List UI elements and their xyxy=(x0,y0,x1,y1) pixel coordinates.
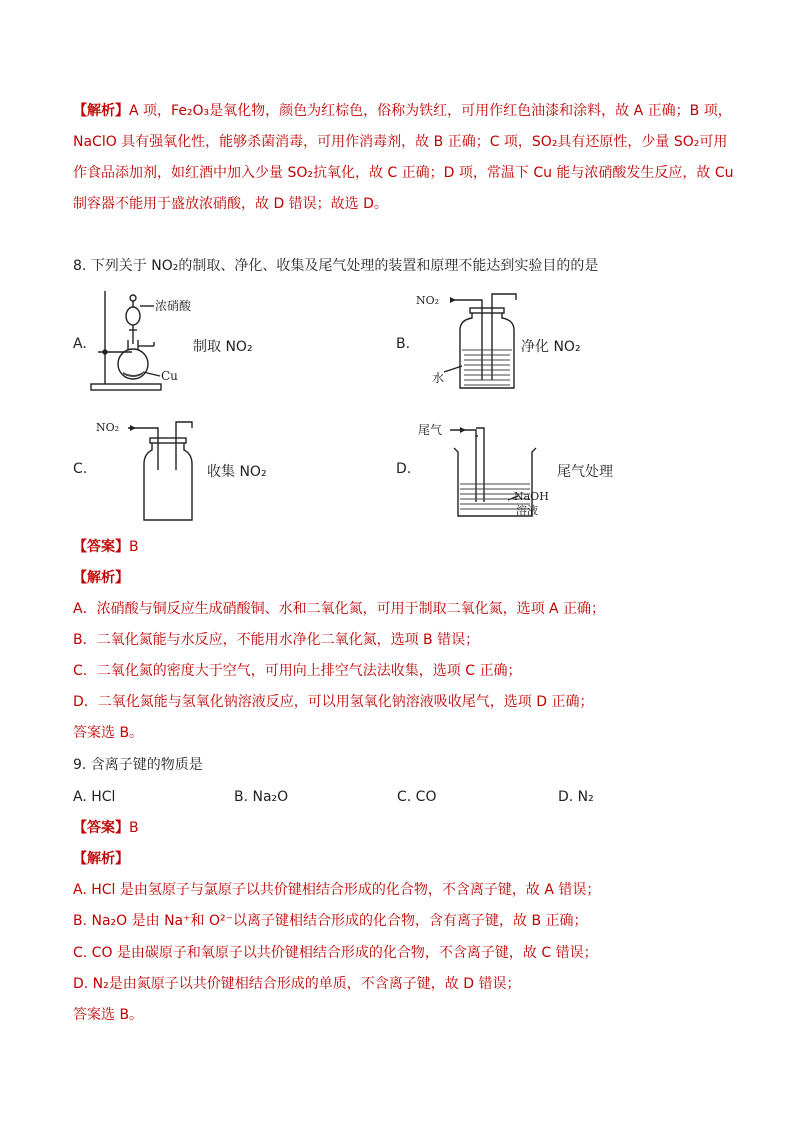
q8-option-c-caption: 收集 NO₂ xyxy=(207,464,267,480)
q9-conclusion: 答案选 B。 xyxy=(73,1007,144,1023)
q9-option-d: D. N₂ xyxy=(558,789,594,805)
analysis7-line2: NaClO 具有强氧化性，能够杀菌消毒，可用作消毒剂，故 B 正确；C 项，SO₂具有还原性，少量 SO₂可用 xyxy=(73,134,728,150)
analysis7-line3: 作食品添加剂，如红酒中加入少量 SO₂抗氧化，故 C 正确；D 项，常温下 Cu 能与浓硝酸发生反应，故 Cu xyxy=(73,165,734,181)
q8-analysis-line: B．二氧化氮能与水反应，不能用水净化二氧化氮，选项 B 错误； xyxy=(73,632,480,648)
q8-option-b-caption: 净化 NO₂ xyxy=(521,339,581,355)
q8-option-d-caption: 尾气处理 xyxy=(557,464,613,480)
q8-apparatus-d-figure xyxy=(414,414,554,522)
q8-option-b-letter: B. xyxy=(396,336,411,352)
q9-answer: 【答案】B xyxy=(73,820,139,836)
q8-option-a-caption: 制取 NO₂ xyxy=(193,339,253,355)
q8-apparatus-b-figure xyxy=(412,288,522,396)
q8-c-label-no2: NO₂ xyxy=(96,421,120,434)
q8-conclusion: 答案选 B。 xyxy=(73,725,144,741)
q8-b-label-water: 水 xyxy=(432,371,445,385)
q8-analysis-line: A．浓硝酸与铜反应生成硝酸铜、水和二氧化氮，可用于制取二氧化氮，选项 A 正确； xyxy=(73,601,606,617)
q8-apparatus-c-figure xyxy=(92,414,202,524)
analysis7-tag: 【解析】 xyxy=(73,103,129,119)
q8-b-label-no2: NO₂ xyxy=(416,294,440,307)
q9-analysis-tag: 【解析】 xyxy=(73,851,129,867)
q8-analysis-tag: 【解析】 xyxy=(73,570,129,586)
q8-analysis-line: C．二氧化氮的密度大于空气，可用向上排空气法法收集，选项 C 正确； xyxy=(73,663,522,679)
q8-d-label-naoh: NaOH xyxy=(514,490,549,503)
q8-a-label-nitric-acid: 浓硝酸 xyxy=(155,299,192,313)
q8-option-a-letter: A. xyxy=(73,336,87,352)
q8-stem: 8. 下列关于 NO₂的制取、净化、收集及尾气处理的装置和原理不能达到实验目的的是 xyxy=(73,258,599,274)
q9-stem: 9. 含离子键的物质是 xyxy=(73,757,203,773)
q9-analysis-line: C. CO 是由碳原子和氧原子以共价键相结合形成的化合物，不含离子键，故 C 错误； xyxy=(73,945,598,961)
q8-apparatus-a-figure xyxy=(88,288,193,396)
q9-analysis-line: A. HCl 是由氢原子与氯原子以共价键相结合形成的化合物，不含离子键，故 A 错误； xyxy=(73,882,601,898)
q9-option-c: C. CO xyxy=(397,789,437,805)
q9-analysis-line: B. Na₂O 是由 Na⁺和 O²⁻以离子键相结合形成的化合物，含有离子键，故 B 正确； xyxy=(73,913,588,929)
q8-a-label-cu: Cu xyxy=(161,369,178,383)
q8-option-d-letter: D. xyxy=(396,461,412,477)
q8-d-label-solution: 溶液 xyxy=(516,504,538,517)
q8-analysis-line: D．二氧化氮能与氢氧化钠溶液反应，可以用氢氧化钠溶液吸收尾气，选项 D 正确； xyxy=(73,694,594,710)
q8-option-c-letter: C. xyxy=(73,461,88,477)
q8-d-label-tail-gas: 尾气 xyxy=(418,423,443,437)
analysis7-line1: 【解析】A 项，Fe₂O₃是氧化物，颜色为红棕色，俗称为铁红，可用作红色油漆和涂料，故 A 正确；B 项， xyxy=(73,103,732,119)
q9-option-b: B. Na₂O xyxy=(234,789,289,805)
analysis7-line4: 制容器不能用于盛放浓硝酸，故 D 错误；故选 D。 xyxy=(73,196,388,212)
q9-option-a: A. HCl xyxy=(73,789,116,805)
q8-answer: 【答案】B xyxy=(73,539,139,555)
q9-analysis-line: D. N₂是由氮原子以共价键相结合形成的单质，不含离子键，故 D 错误； xyxy=(73,976,521,992)
